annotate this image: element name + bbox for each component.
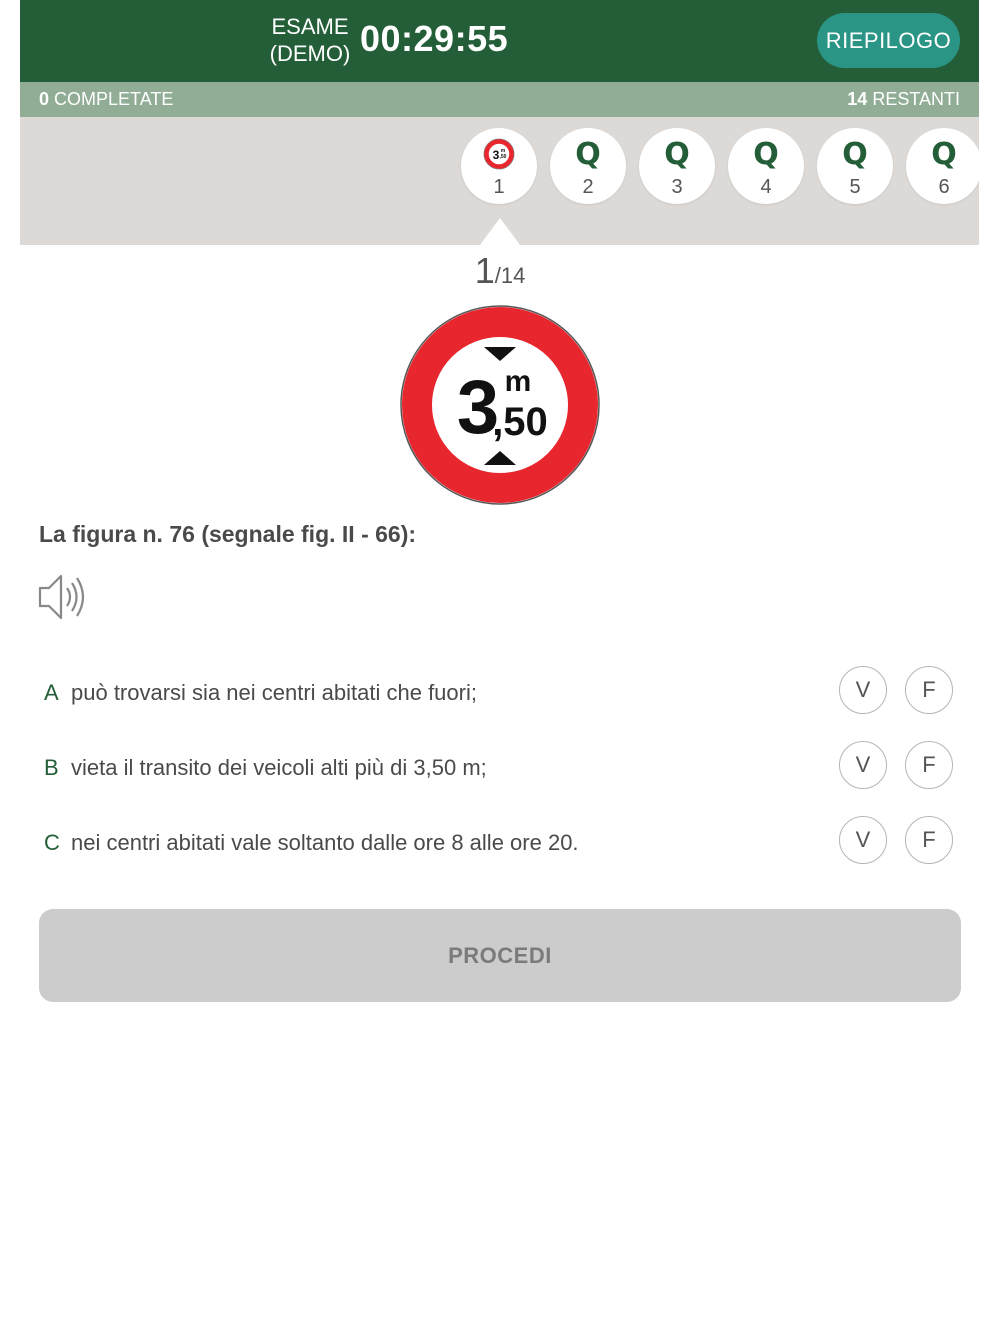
answer-text: vieta il transito dei veicoli alti più di 3,50 m;	[71, 755, 487, 780]
total-questions: /14	[494, 263, 526, 288]
current-question-number: 1	[474, 250, 495, 291]
question-nav-number: 5	[849, 176, 861, 198]
progress-bar	[20, 82, 979, 117]
question-nav-number: 1	[493, 176, 505, 198]
question-nav-item-1[interactable]	[461, 128, 537, 204]
remaining-indicator	[847, 82, 960, 117]
answer-text: nei centri abitati vale soltanto dalle ore 8 alle ore 20.	[71, 830, 579, 855]
q-icon: Q	[575, 137, 601, 172]
question-nav-item-5[interactable]	[817, 128, 893, 204]
answer-a-false-button[interactable]: F	[905, 666, 953, 714]
question-counter	[0, 250, 1000, 292]
answer-c-false-button[interactable]: F	[905, 816, 953, 864]
question-text: La figura n. 76 (segnale fig. II - 66):	[39, 521, 417, 547]
answer-b-true-button[interactable]: V	[839, 741, 887, 789]
q-icon: Q	[664, 137, 690, 172]
question-nav-item-4[interactable]	[728, 128, 804, 204]
answer-a-true-button[interactable]: V	[839, 666, 887, 714]
answer-letter: C	[44, 830, 60, 855]
remaining-label: RESTANTI	[872, 89, 960, 109]
proceed-button[interactable]: PROCEDI	[39, 909, 961, 1002]
completed-label: COMPLETATE	[54, 89, 174, 109]
completed-count: 0	[39, 89, 50, 109]
exam-title-line1: ESAME	[271, 14, 349, 39]
height-limit-sign-image	[400, 305, 600, 505]
answer-letter: B	[44, 755, 59, 780]
sign-thumbnail-icon	[483, 138, 515, 170]
exam-title-line2: (DEMO)	[269, 41, 351, 66]
question-nav-number: 3	[671, 176, 683, 198]
question-nav-item-3[interactable]	[639, 128, 715, 204]
answer-row-b	[0, 741, 1000, 801]
header-bar	[20, 0, 979, 82]
q-icon: Q	[842, 137, 868, 172]
question-nav-item-2[interactable]	[550, 128, 626, 204]
question-nav-number: 4	[760, 176, 772, 198]
q-icon: Q	[931, 137, 957, 172]
current-question-pointer	[480, 218, 520, 245]
answer-b-false-button[interactable]: F	[905, 741, 953, 789]
sign-value-unit: m	[504, 365, 532, 398]
question-nav-number: 6	[938, 176, 950, 198]
q-icon: Q	[753, 137, 779, 172]
summary-button[interactable]: RIEPILOGO	[817, 13, 960, 68]
completed-indicator	[39, 82, 173, 117]
question-nav-number: 2	[582, 176, 594, 198]
answer-row-a	[0, 666, 1000, 726]
remaining-count: 14	[847, 89, 868, 109]
speaker-icon[interactable]	[37, 572, 89, 622]
answer-letter: A	[44, 680, 59, 705]
sign-value-main: 3	[456, 365, 500, 450]
answer-row-c	[0, 816, 1000, 876]
svg-text:3: 3	[492, 148, 500, 162]
answer-text: può trovarsi sia nei centri abitati che fuori;	[71, 680, 477, 705]
svg-text:m: m	[500, 148, 506, 154]
svg-text:,50: ,50	[499, 154, 507, 160]
exam-title	[268, 13, 352, 67]
countdown-timer: 00:29:55	[360, 18, 509, 59]
answer-c-true-button[interactable]: V	[839, 816, 887, 864]
question-nav-item-6[interactable]	[906, 128, 979, 204]
sign-value-decimal: ,50	[492, 400, 548, 444]
